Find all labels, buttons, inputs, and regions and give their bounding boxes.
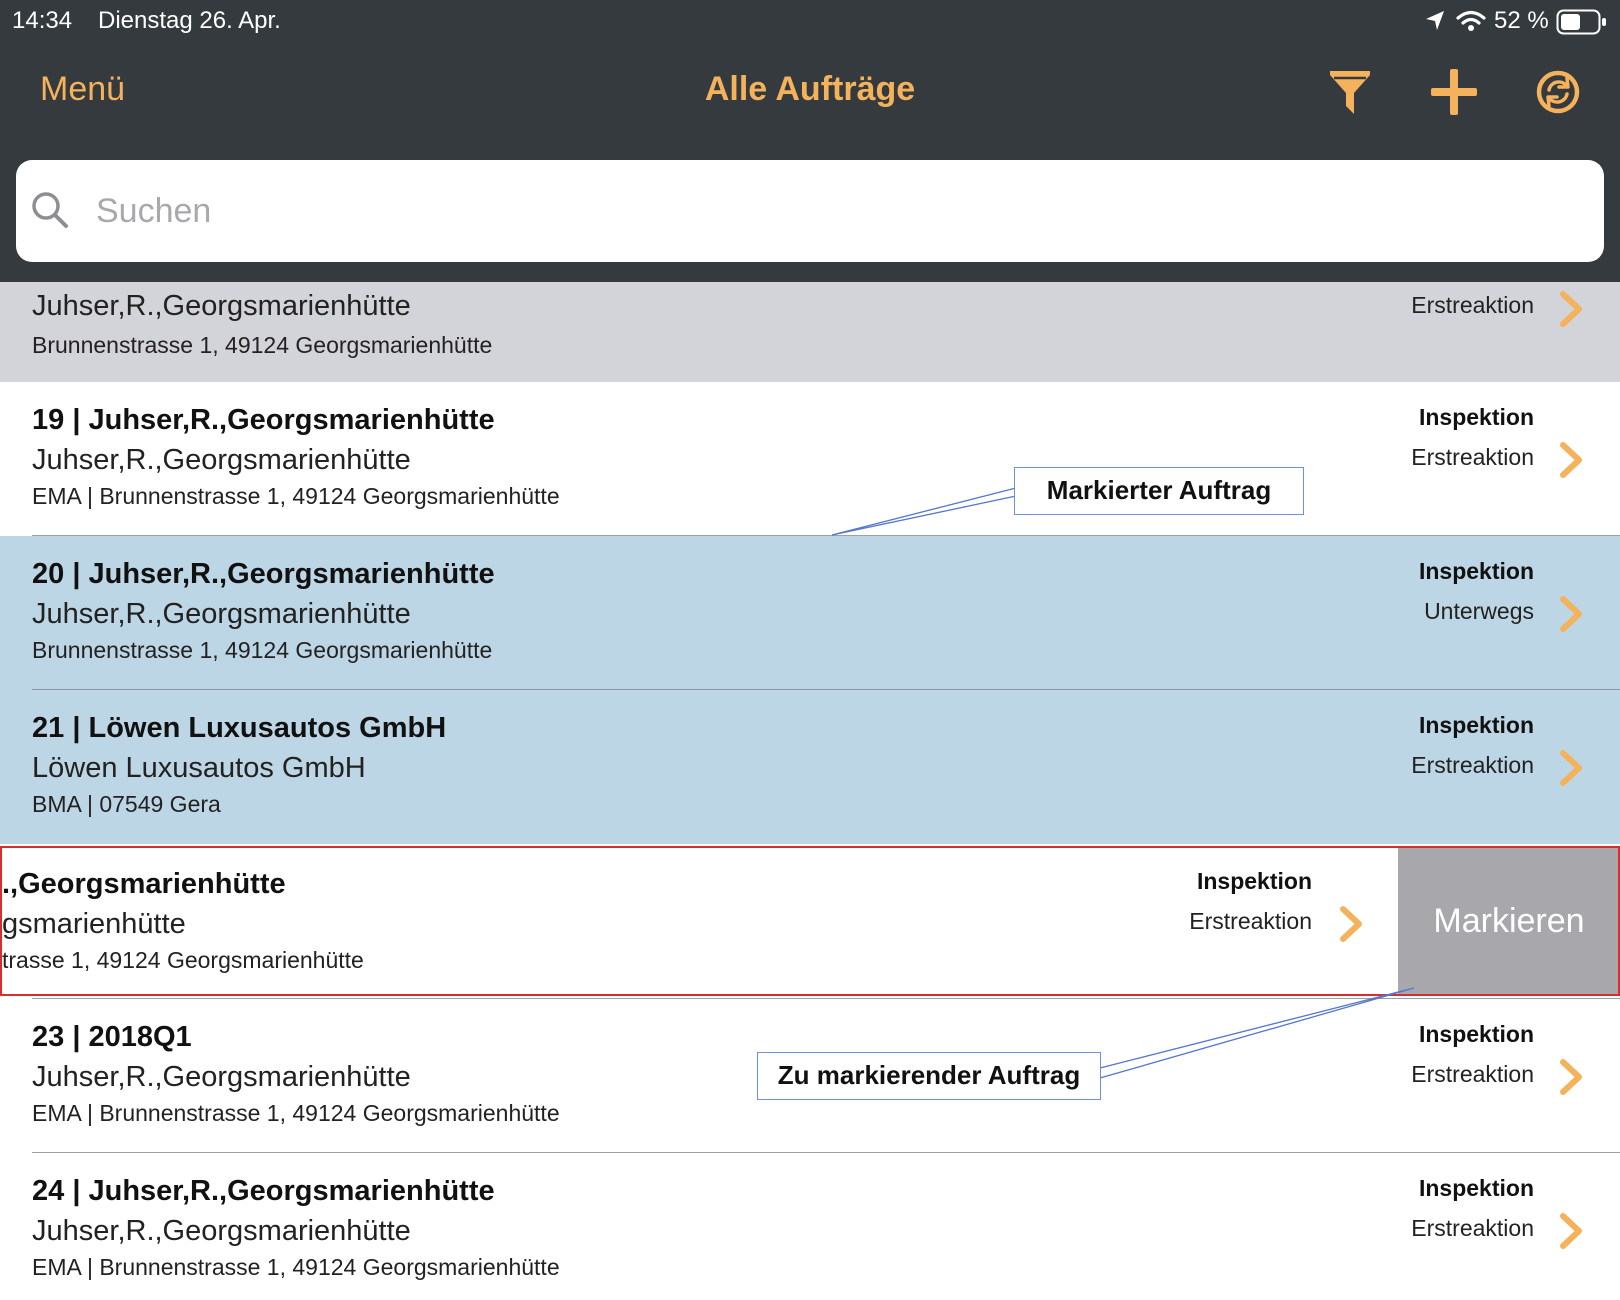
order-title: 20 | Juhser,R.,Georgsmarienhütte <box>32 558 495 590</box>
status-label: Erstreaktion <box>1411 1215 1534 1241</box>
order-type: Inspektion <box>1418 712 1534 738</box>
address: Brunnenstrasse 1, 49124 Georgsmarienhütte <box>32 637 493 663</box>
order-type: Inspektion <box>1418 1175 1534 1201</box>
status-label: Erstreaktion <box>1411 292 1534 318</box>
status-label: Unterwegs <box>1424 598 1534 624</box>
order-title: .,Georgsmarienhütte <box>2 868 286 900</box>
order-type: Inspektion <box>1418 558 1534 584</box>
address: EMA | Brunnenstrasse 1, 49124 Georgsmarienhütte <box>32 1100 560 1126</box>
address: trasse 1, 49124 Georgsmarienhütte <box>2 947 364 973</box>
customer-name: Löwen Luxusautos GmbH <box>32 752 366 784</box>
status-time: 14:34 <box>12 7 73 34</box>
battery-percentage: 52 % <box>1494 7 1549 34</box>
order-type: Inspektion <box>1418 1021 1534 1047</box>
status-label: Erstreaktion <box>1411 752 1534 778</box>
order-title: 24 | Juhser,R.,Georgsmarienhütte <box>32 1175 495 1207</box>
status-date: Dienstag 26. Apr. <box>98 7 281 34</box>
menu-button[interactable]: Menü <box>40 70 126 108</box>
address: BMA | 07549 Gera <box>32 791 221 817</box>
customer-name: Juhser,R.,Georgsmarienhütte <box>32 1215 411 1247</box>
order-type: Inspektion <box>1418 404 1534 430</box>
address: EMA | Brunnenstrasse 1, 49124 Georgsmarienhütte <box>32 483 560 509</box>
address: EMA | Brunnenstrasse 1, 49124 Georgsmarienhütte <box>32 1254 560 1280</box>
status-label: Erstreaktion <box>1189 908 1312 934</box>
customer-name: gsmarienhütte <box>2 908 186 940</box>
customer-name: Juhser,R.,Georgsmarienhütte <box>32 1061 411 1093</box>
order-type: Inspektion <box>1196 868 1312 894</box>
order-title: 21 | Löwen Luxusautos GmbH <box>32 712 447 744</box>
address: Brunnenstrasse 1, 49124 Georgsmarienhütte <box>32 332 493 358</box>
customer-name: Juhser,R.,Georgsmarienhütte <box>32 444 411 476</box>
customer-name: Juhser,R.,Georgsmarienhütte <box>32 598 411 630</box>
status-label: Erstreaktion <box>1411 444 1534 470</box>
order-title: 19 | Juhser,R.,Georgsmarienhütte <box>32 404 495 436</box>
order-title: 23 | 2018Q1 <box>32 1021 192 1053</box>
callout-marked-order: Markierter Auftrag <box>1014 467 1304 515</box>
callout-order-to-mark: Zu markierender Auftrag <box>757 1052 1101 1100</box>
status-label: Erstreaktion <box>1411 1061 1534 1087</box>
mark-action-button[interactable]: Markieren <box>1398 848 1620 994</box>
customer-name: Juhser,R.,Georgsmarienhütte <box>32 290 411 322</box>
page-title: Alle Aufträge <box>704 70 916 108</box>
